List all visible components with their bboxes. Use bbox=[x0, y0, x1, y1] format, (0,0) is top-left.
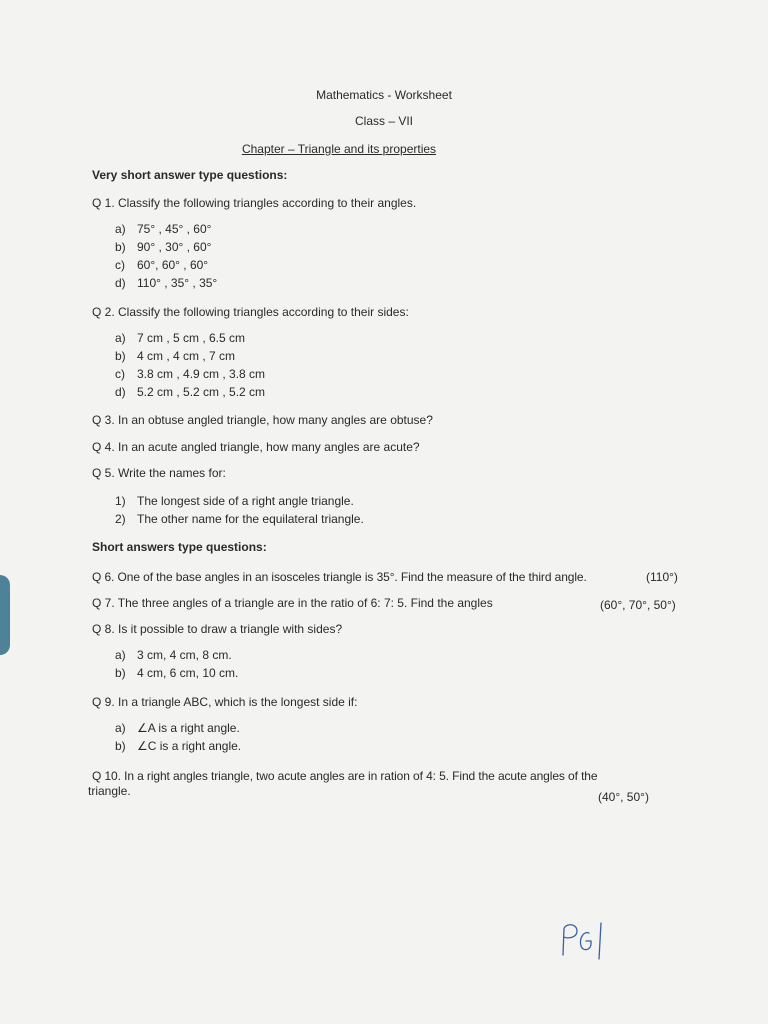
option-text: 110° , 35° , 35° bbox=[137, 276, 218, 290]
option-text: 90° , 30° , 60° bbox=[137, 240, 212, 254]
q5-option-2 bbox=[115, 512, 364, 526]
option-text: 3.8 cm , 4.9 cm , 3.8 cm bbox=[137, 367, 266, 381]
handwritten-page-note bbox=[555, 915, 615, 965]
binder-edge-mark bbox=[0, 575, 10, 655]
q1-option-a bbox=[115, 222, 211, 236]
q7-answer: (60°, 70°, 50°) bbox=[600, 598, 676, 612]
question-9: Q 9. In a triangle ABC, which is the longest side if: bbox=[92, 695, 358, 709]
option-label: d) bbox=[115, 276, 126, 290]
q1-option-d bbox=[115, 276, 217, 290]
option-text: 4 cm , 4 cm , 7 cm bbox=[137, 349, 236, 363]
question-6: Q 6. One of the base angles in an isosceles triangle is 35°. Find the measure of the third angle. bbox=[92, 570, 587, 584]
q8-option-a bbox=[115, 648, 232, 662]
option-label: b) bbox=[115, 240, 126, 254]
q8-option-b bbox=[115, 666, 238, 680]
option-text: 4 cm, 6 cm, 10 cm. bbox=[137, 666, 239, 680]
option-label: c) bbox=[115, 367, 125, 381]
class-label: Class – VII bbox=[354, 114, 414, 128]
section-heading-short: Short answers type questions: bbox=[92, 540, 267, 554]
question-5: Q 5. Write the names for: bbox=[92, 466, 226, 480]
option-label: d) bbox=[115, 385, 126, 399]
question-3: Q 3. In an obtuse angled triangle, how many angles are obtuse? bbox=[92, 413, 433, 427]
section-heading-very-short: Very short answer type questions: bbox=[92, 168, 288, 182]
option-label: a) bbox=[115, 222, 126, 236]
option-text: ∠C is a right angle. bbox=[137, 739, 242, 753]
worksheet-title: Mathematics - Worksheet bbox=[316, 88, 452, 102]
question-10-line-1: Q 10. In a right angles triangle, two acute angles are in ration of 4: 5. Find the acute angles of the bbox=[92, 769, 598, 783]
option-label: 2) bbox=[115, 512, 126, 526]
option-text: The other name for the equilateral triangle. bbox=[137, 512, 364, 526]
question-1: Q 1. Classify the following triangles according to their angles. bbox=[92, 196, 417, 210]
question-7: Q 7. The three angles of a triangle are in the ratio of 6: 7: 5. Find the angles bbox=[92, 596, 493, 610]
option-label: b) bbox=[115, 349, 126, 363]
option-text: 60°, 60° , 60° bbox=[137, 258, 209, 272]
question-4: Q 4. In an acute angled triangle, how many angles are acute? bbox=[92, 440, 420, 454]
q5-option-1 bbox=[115, 494, 354, 508]
option-text: The longest side of a right angle triangle. bbox=[137, 494, 354, 508]
question-2: Q 2. Classify the following triangles according to their sides: bbox=[92, 305, 409, 319]
chapter-heading bbox=[0, 142, 678, 156]
q2-option-a bbox=[115, 331, 245, 345]
q9-option-a bbox=[115, 721, 240, 735]
option-label: b) bbox=[115, 666, 126, 680]
q6-answer: (110°) bbox=[646, 570, 678, 584]
q2-option-d bbox=[115, 385, 265, 399]
q2-option-b bbox=[115, 349, 235, 363]
option-text: 75° , 45° , 60° bbox=[137, 222, 212, 236]
q9-option-b bbox=[115, 739, 241, 753]
question-8: Q 8. Is it possible to draw a triangle with sides? bbox=[92, 622, 343, 636]
q2-option-c bbox=[115, 367, 265, 381]
question-10-line-2: triangle. bbox=[88, 784, 131, 798]
q10-answer: (40°, 50°) bbox=[598, 790, 649, 804]
option-label: a) bbox=[115, 721, 126, 735]
option-text: 7 cm , 5 cm , 6.5 cm bbox=[137, 331, 246, 345]
option-label: b) bbox=[115, 739, 126, 753]
option-label: c) bbox=[115, 258, 125, 272]
option-text: 5.2 cm , 5.2 cm , 5.2 cm bbox=[137, 385, 266, 399]
q1-option-c bbox=[115, 258, 208, 272]
chapter-text: Chapter – Triangle and its properties bbox=[241, 142, 437, 156]
option-text: 3 cm, 4 cm, 8 cm. bbox=[137, 648, 232, 662]
q1-option-b bbox=[115, 240, 211, 254]
option-label: a) bbox=[115, 648, 126, 662]
option-text: ∠A is a right angle. bbox=[137, 721, 240, 735]
option-label: 1) bbox=[115, 494, 126, 508]
option-label: a) bbox=[115, 331, 126, 345]
